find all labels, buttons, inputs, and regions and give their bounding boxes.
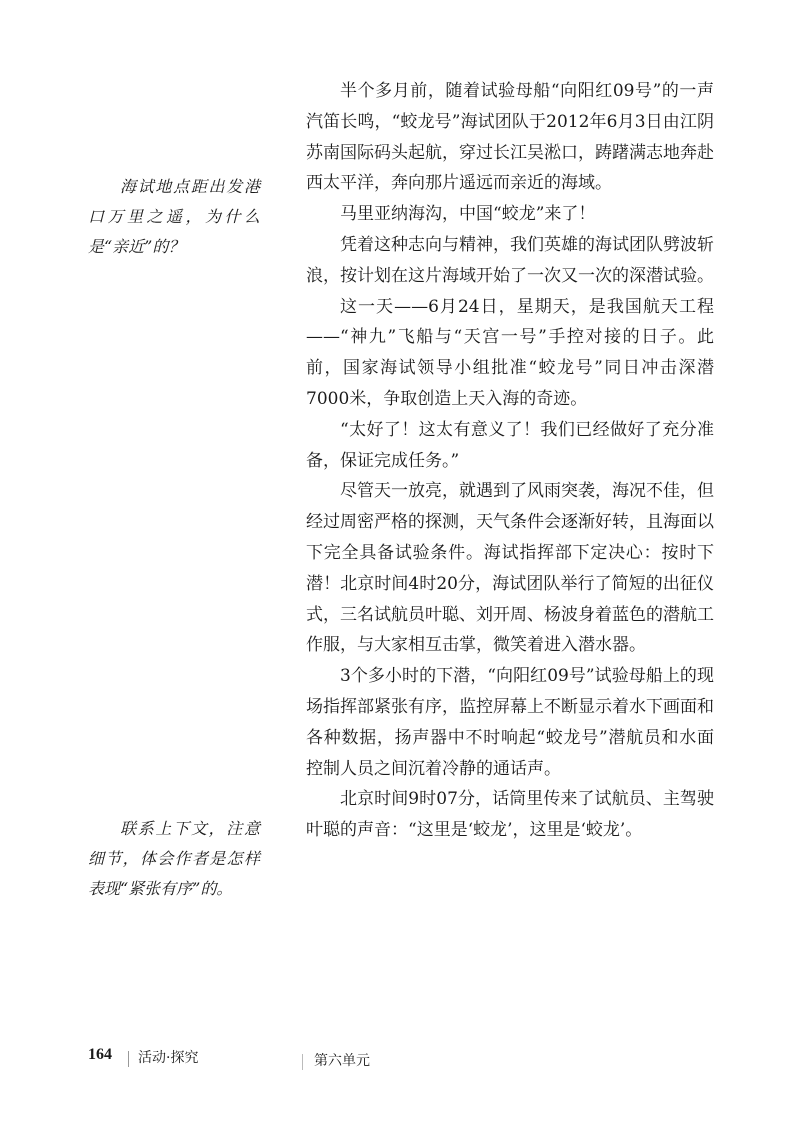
paragraph-5: “太好了！这太有意义了！我们已经做好了充分准备，保证完成任务。” [306, 419, 714, 471]
paragraph-4: 这一天——6月24日，星期天，是我国航天工程——“神九”飞船与“天宫一号”手控对接的日子。此前，国家海试领导小组批准“蛟龙号”同日冲击深潜7000米，争取创造上天入海的奇迹。 [306, 296, 714, 409]
paragraph-1: 半个多月前，随着试验母船“向阳红09号”的一声汽笛长鸣，“蛟龙号”海试团队于2012年6月3日由江阴苏南国际码头起航，穿过长江吴淞口，踌躇满志地奔赴西太平洋，奔向那片遥远而亲近的海域。 [306, 81, 714, 194]
paragraph-2: 马里亚纳海沟，中国“蛟龙”来了！ [340, 204, 596, 225]
paragraph-8: 北京时间9时07分，话筒里传来了试航员、主驾驶叶聪的声音：“这里是‘蛟龙’，这里是‘蛟龙’。 [306, 789, 714, 841]
footer-divider [128, 1051, 129, 1067]
margin-note-2-text: 联系上下文，注意细节，体会作者是怎样表现“紧张有序”的。 [88, 819, 260, 898]
unit-title: 第六单元 [314, 1053, 370, 1069]
page-footer [88, 1046, 488, 1072]
margin-note-1-text: 海试地点距出发港口万里之遥，为什么是“亲近”的？ [88, 177, 260, 256]
section-title: 活动·探究 [138, 1050, 199, 1066]
margin-note-1 [88, 172, 260, 262]
page-number: 164 [88, 1046, 112, 1063]
paragraph-6: 尽管天一放亮，就遇到了风雨突袭，海况不佳，但经过周密严格的探测，天气条件会逐渐好转，且海面以下完全具备试验条件。海试指挥部下定决心：按时下潜！北京时间4时20分，海试团队举行了简短的出征仪式，三名试航员叶聪、刘开周、杨波身着蓝色的潜航工作服，与大家相互击掌，微笑着进入潜水器。 [306, 481, 714, 656]
paragraph-3: 凭着这种志向与精神，我们英雄的海试团队劈波斩浪，按计划在这片海域开始了一次又一次的深潜试验。 [306, 234, 714, 286]
margin-note-2 [88, 814, 260, 904]
footer-divider-2 [302, 1054, 303, 1070]
paragraph-7: 3个多小时的下潜，“向阳红09号”试验母船上的现场指挥部紧张有序，监控屏幕上不断显示着水下画面和各种数据，扬声器中不时响起“蛟龙号”潜航员和水面控制人员之间沉着冷静的通话声。 [306, 666, 714, 779]
main-text [306, 76, 714, 846]
